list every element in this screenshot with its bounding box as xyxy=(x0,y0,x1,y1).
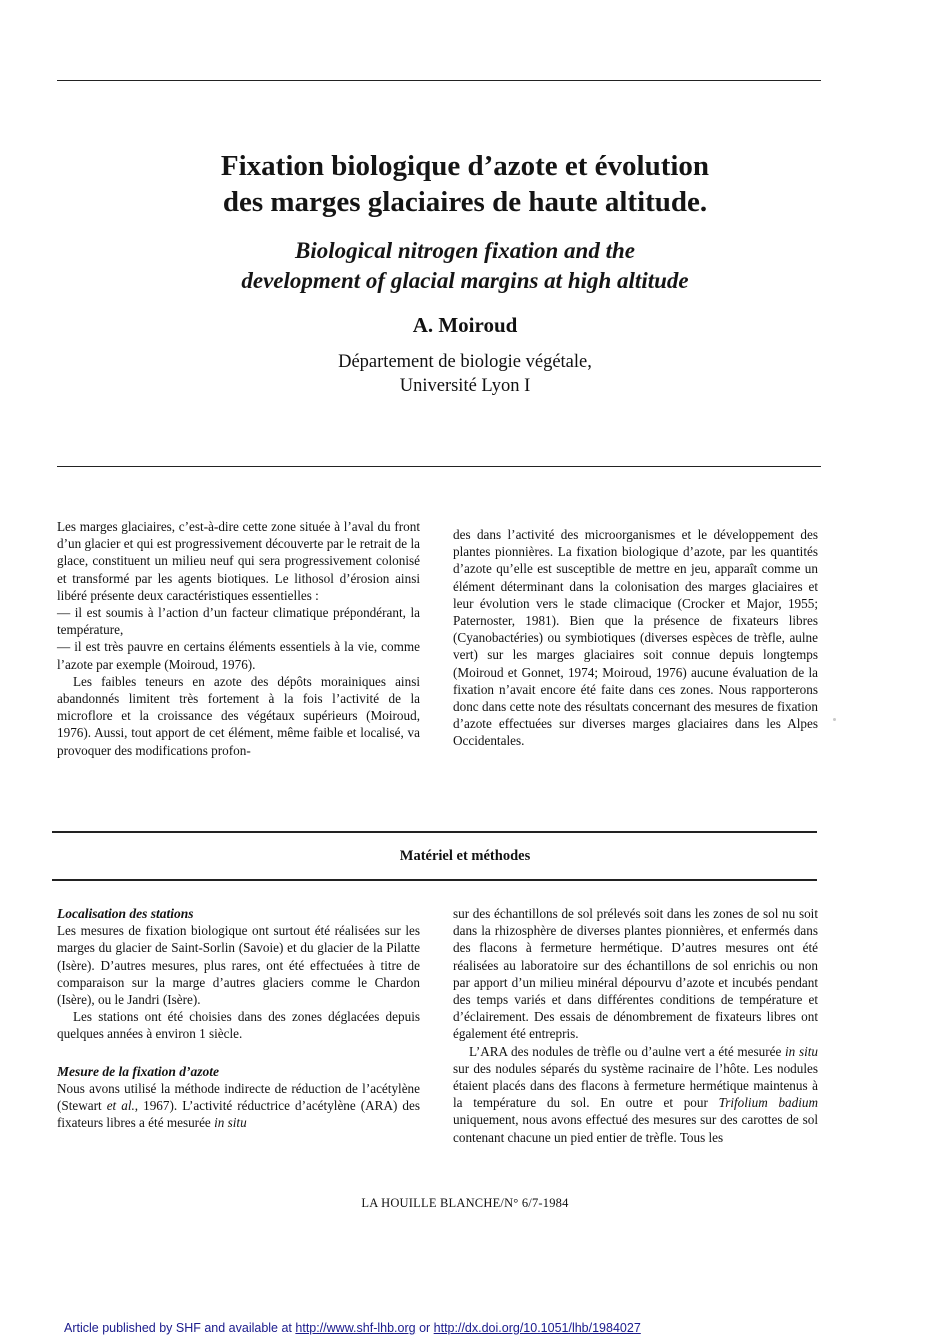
section-bottom-rule xyxy=(52,879,817,881)
publication-prefix: Article published by SHF and available at xyxy=(64,1321,296,1335)
section-top-rule xyxy=(52,831,817,833)
title-line-1: Fixation biologique d’azote et évolution xyxy=(220,150,710,182)
title-line-2: des marges glaciaires de haute altitude. xyxy=(222,186,708,218)
abstract-dash-item-2: — il est très pauvre en certains éléments essentiels à la vie, comme l’azote par exemple (Moiroud, 1976). xyxy=(57,639,420,672)
article-subtitle xyxy=(0,236,930,296)
subheading-localisation: Localisation des stations xyxy=(57,906,194,921)
top-rule xyxy=(57,80,821,81)
methods-paragraph-2 xyxy=(453,1043,818,1146)
abstract-left-column xyxy=(57,518,420,759)
methods-text-b: sur des nodules séparés du système racinaire de l’hôte. Les nodules étaient placés dans des flacons à fermeture hermétique maintenus à la température du sol. En outre et pour xyxy=(453,1060,818,1111)
journal-footer: LA HOUILLE BLANCHE/N° 6/7-1984 xyxy=(361,1196,569,1210)
article-title xyxy=(0,148,930,220)
methods-text-c: uniquement, nous avons effectué des mesures sur des carottes de sol contenant chacune un pied entier de trèfle. Tous les xyxy=(453,1112,818,1145)
affiliation-line-2: Université Lyon I xyxy=(399,376,531,396)
abstract-dash-item-1: — il est soumis à l’action d’un facteur climatique prépondérant, la température, xyxy=(57,605,420,638)
mesure-paragraph-1 xyxy=(57,1080,420,1132)
mesure-text-b: , 1967). L’activité réductrice d’acétylène (ARA) des fixateurs libres a été mesurée xyxy=(57,1098,420,1131)
body-right-column xyxy=(453,905,818,1146)
abstract-paragraph-2: Les faibles teneurs en azote des dépôts morainiques ainsi abandonnés limitent très fortement à la fois l’activité de la microflore et la croissance des végétaux supérieurs (Moiroud, 1976). Aussi, tout apport de cet élément, même faible et localisé, va provoquer des modifications profon- xyxy=(57,673,420,758)
doi-link[interactable]: http://dx.doi.org/10.1051/lhb/1984027 xyxy=(433,1321,641,1335)
scan-speck xyxy=(833,718,836,721)
methods-text-insitu: in situ xyxy=(785,1043,819,1059)
affiliation-line-1: Département de biologie végétale, xyxy=(338,352,592,372)
mesure-text-a: Nous avons utilisé la méthode indirecte de réduction de l’acétylène (Stewart xyxy=(57,1080,420,1114)
subheading-mesure: Mesure de la fixation d’azote xyxy=(57,1063,219,1079)
methods-paragraph-1: sur des échantillons de sol prélevés soit dans les zones de sol nu soit dans la rhizosphère de diverses plantes pionnières, et enfermés dans des flacons à fermeture hermétique. D’autres mesures ont été réalisées au laboratoire sur des échantillons de sol enrichis ou non par apport d’un milieu minéral dépourvu d’azote et incubés pendant des temps variés et dans différentes conditions de température et d’éclairement. Des essais de dénombrement de fixateurs libres ont également été entrepris. xyxy=(453,906,818,1042)
localisation-paragraph-2: Les stations ont été choisies dans des zones déglacées depuis quelques années à environ 1 siècle. xyxy=(57,1009,420,1042)
publication-notice xyxy=(64,1321,641,1335)
methods-text-a: L’ARA des nodules de trèfle ou d’aulne vert a été mesurée xyxy=(469,1043,786,1059)
subtitle-line-1: Biological nitrogen fixation and the xyxy=(295,238,635,263)
mesure-text-etal: et al. xyxy=(106,1098,135,1114)
shf-site-link[interactable]: http://www.shf-lhb.org xyxy=(295,1321,416,1335)
localisation-paragraph-1: Les mesures de fixation biologique ont surtout été réalisées sur les marges du glacier de Saint-Sorlin (Savoie) et du glacier de la Pilatte (Isère). D’autres mesures, plus rares, ont été effectuées à titre de comparaison sur la marge d’autres glaciers comme le Chardon (Isère), ou le Jandri (Isère). xyxy=(57,923,420,1008)
abstract-paragraph-1: Les marges glaciaires, c’est-à-dire cette zone située à l’aval du front d’un glacier et qui est progressivement découverte par le retrait de la glace, constituent un milieu neuf qui sera progressivement colonisé et transformé par les agents biotiques. Le lithosol d’érosion ainsi libéré présente deux caractéristiques essentielles : xyxy=(57,519,420,603)
mesure-text-insitu: in situ xyxy=(214,1115,247,1131)
methods-text-species: Trifolium badium xyxy=(718,1095,819,1111)
author-affiliation xyxy=(0,350,930,398)
abstract-right-column xyxy=(453,526,818,750)
header-bottom-rule xyxy=(57,466,821,467)
publication-or: or xyxy=(415,1321,434,1335)
section-heading: Matériel et méthodes xyxy=(399,848,531,864)
abstract-paragraph-3: des dans l’activité des microorganismes et le développement des plantes pionnières. La fixation biologique d’azote, par les quantités d’azote qu’elle est susceptible de mettre en jeu, apparaît comme un élément déterminant dans la colonisation des marges glaciaires et leur évolution vers le stade climacique (Crocker et Major, 1955; Paternoster, 1981). Bien que la présence de fixateurs libres (Cyanobactéries) ou symbiotiques (diverses espèces de trèfle, aulne vert) sur les marges glaciaires soit connue depuis longtemps (Moiroud et Gonnet, 1974; Moiroud, 1976) aucune évaluation de la fixation n’avait encore été faite dans ces zones. Nous rapporterons donc dans cette note des résultats concernant des mesures de fixation d’azote effectuées sur diverses marges glaciaires dans les Alpes Occidentales. xyxy=(453,527,818,749)
body-left-column xyxy=(57,905,420,1131)
author-name: A. Moiroud xyxy=(412,313,518,337)
subtitle-line-2: development of glacial margins at high altitude xyxy=(241,268,689,293)
